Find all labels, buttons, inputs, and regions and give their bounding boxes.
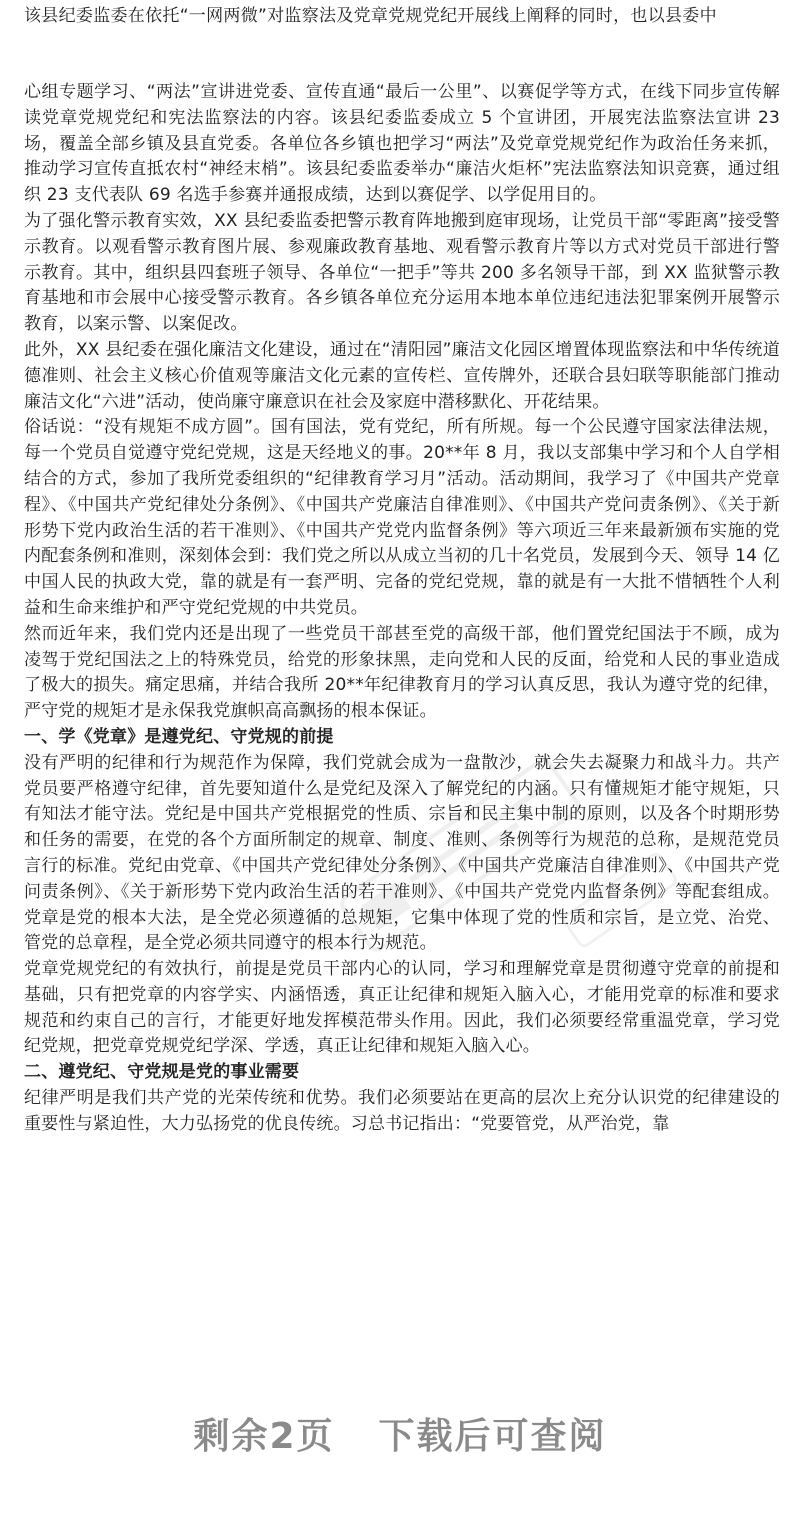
remaining-pages-text: 剩余2页 bbox=[193, 1416, 335, 1457]
paragraph: 然而近年来，我们党内还是出现了一些党员干部甚至党的高级干部，他们置党纪国法于不顾，成为凌驾于党纪国法之上的特殊党员，给党的形象抹黑，走向党和人民的反面，给党和人民的事业造成了极大的损失。痛定思痛，并结合我所 20**年纪律教育月的学习认真反思，我认为遵守党的纪律，严守党的规矩才是永保我党旗帜高高飘扬的根本保证。 bbox=[24, 623, 780, 722]
remaining-pages-banner[interactable] bbox=[0, 1408, 800, 1459]
paragraph: 纪律严明是我们共产党的光荣传统和优势。我们必须要站在更高的层次上充分认识党的纪律建设的重要性与紧迫性，大力弘扬党的优良传统。习总书记指出：“党要管党，从严治党，靠 bbox=[24, 1088, 780, 1134]
paragraph: 为了强化警示教育实效，XX 县纪委监委把警示教育阵地搬到庭审现场，让党员干部“零距离”接受警示教育。以观看警示教育图片展、参观廉政教育基地、观看警示教育片等以方式对党员干部进行警示教育。其中，组织县四套班子领导、各单位“一把手”等共 200 多名领导干部，到 XX 监狱警示教育基地和市会展中心接受警示教育。各乡镇各单位充分运用本地本单位违纪违法犯罪案例开展警示教育，以案示警、以案促改。 bbox=[24, 210, 780, 335]
paragraph: 俗话说：“没有规矩不成方圆”。国有国法，党有党纪，所有所规。每一个公民遵守国家法律法规，每一个党员自觉遵守党纪党规，这是天经地义的事。20**年 8 月，我以支部集中学习和个人自学相结合的方式，参加了我所党委组织的“纪律教育学习月”活动。活动期间，我学习了《中国共产党章程》、《中国共产党纪律处分条例》、《中国共产党廉洁自律准则》、《中国共产党问责条例》、《关于新形势下党内政治生活的若干准则》、《中国共产党党内监督条例》等六项近三年来最新颁布实施的党内配套条例和准则，深刻体会到：我们党之所以从成立当初的几十名党员，发展到今天、领导 14 亿中国人民的执政大党，靠的就是有一套严明、完备的党纪党规，靠的就是有一大批不惜牺牲个人利益和生命来维护和严守党纪党规的中共党员。 bbox=[24, 417, 780, 618]
section-heading: 二、遵党纪、守党规是党的事业需要 bbox=[24, 1062, 300, 1083]
paragraph: 党章党规党纪的有效执行，前提是党员干部内心的认同，学习和理解党章是贯彻遵守党章的前提和基础，只有把党章的内容学实、内涵悟透，真正让纪律和规矩入脑入心，才能用党章的标准和要求规范和约束自己的言行，才能更好地发挥模范带头作用。因此，我们必须要经常重温党章，学习党纪党规，把党章党规党纪学深、学透，真正让纪律和规矩入脑入心。 bbox=[24, 959, 780, 1057]
top-fragment-line: 该县纪委监委在依托“一网两微”对监察法及党章党规党纪开展线上阐释的同时，也以县委中 bbox=[24, 6, 717, 26]
paragraph: 心组专题学习、“两法”宣讲进党委、宣传直通“最后一公里”、以赛促学等方式，在线下同步宣传解读党章党规党纪和宪法监察法的内容。该县纪委监委成立 5 个宣讲团，开展宪法监察法宣讲 23 场，覆盖全部乡镇及县直党委。各单位各乡镇也把学习“两法”及党章党规党纪作为政治任务来抓，推动学习宣传直抵农村“神经末梢”。该县纪委监委举办“廉洁火炬杯”宪法监察法知识竞赛，通过组织 23 支代表队 69 名选手参赛并通报成绩，达到以赛促学、以学促用目的。 bbox=[24, 82, 780, 206]
document-body bbox=[24, 80, 780, 1138]
section-heading: 一、学《党章》是遵党纪、守党规的前提 bbox=[24, 726, 334, 747]
paragraph: 没有严明的纪律和行为规范作为保障，我们党就会成为一盘散沙，就会失去凝聚力和战斗力。共产党员要严格遵守纪律，首先要知道什么是党纪及深入了解党纪的内涵。只有懂规矩才能守规矩，只有知法才能守法。党纪是中国共产党根据党的性质、宗旨和民主集中制的原则，以及各个时期形势和任务的需要，在党的各个方面所制定的规章、制度、准则、条例等行为规范的总称，是规范党员言行的标准。党纪由党章、《中国共产党纪律处分条例》、《中国共产党廉洁自律准则》、《中国共产党问责条例》、《关于新形势下党内政治生活的若干准则》、《中国共产党党内监督条例》等配套组成。党章是党的根本大法，是全党必须遵循的总规矩，它集中体现了党的性质和宗旨，是立党、治党、管党的总章程，是全党必须共同遵守的根本行为规范。 bbox=[24, 752, 780, 954]
paragraph: 此外，XX 县纪委在强化廉洁文化建设，通过在“清阳园”廉洁文化园区增置体现监察法和中华传统道德准则、社会主义核心价值观等廉洁文化元素的宣传栏、宣传牌外，还联合县妇联等职能部门推动廉洁文化“六进”活动，使尚廉守廉意识在社会及家庭中潜移默化、开花结果。 bbox=[24, 339, 780, 412]
download-hint-text: 下载后可查阅 bbox=[378, 1416, 607, 1457]
